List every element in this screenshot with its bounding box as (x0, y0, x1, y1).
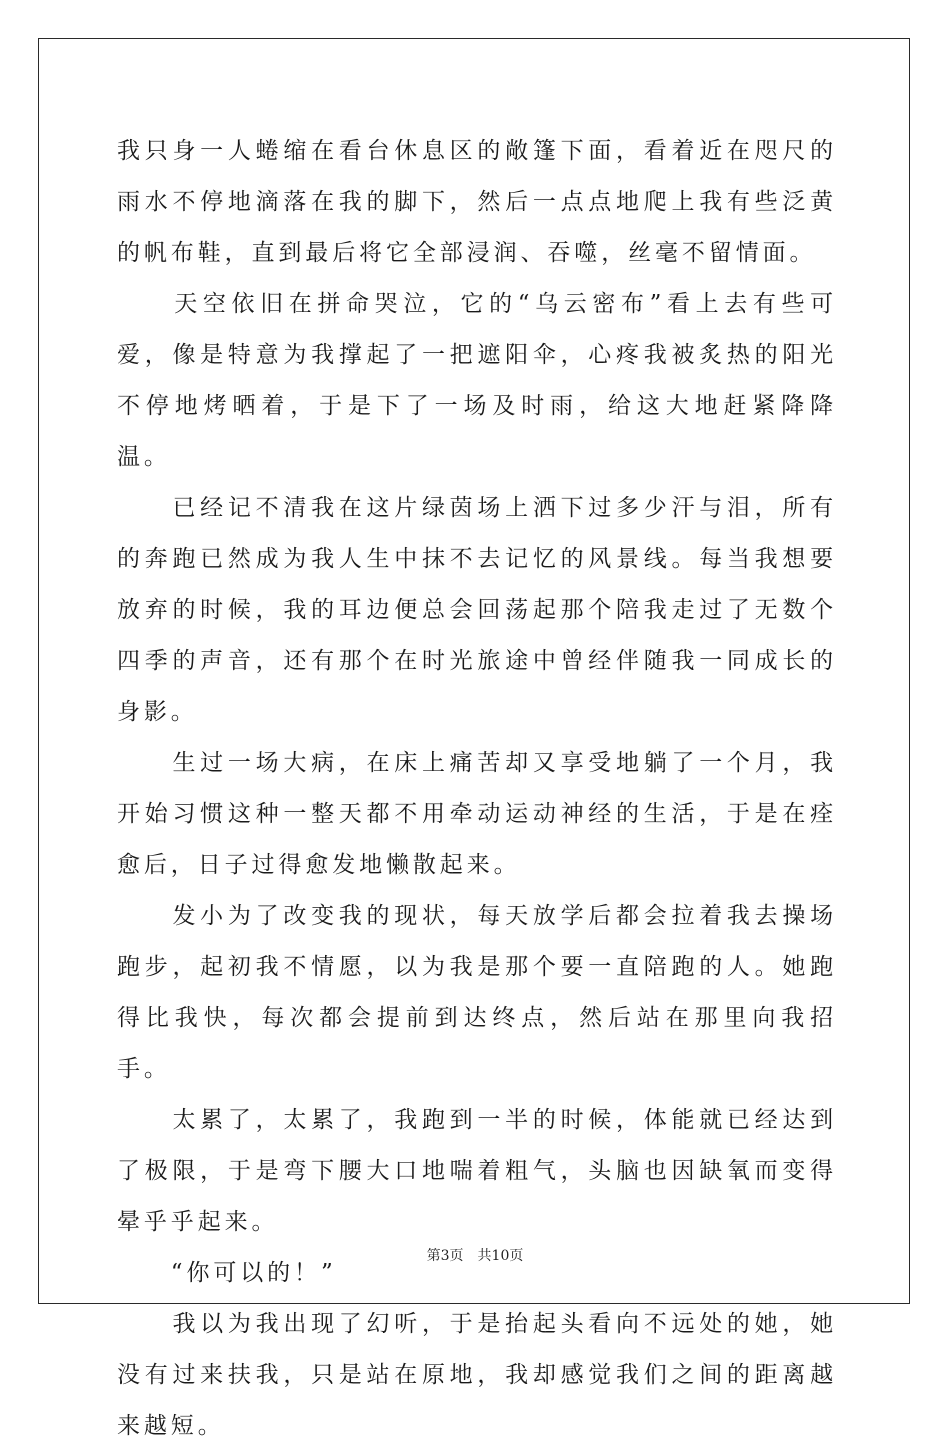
paragraph: 我只身一人蜷缩在看台休息区的敞篷下面，看着近在咫尺的雨水不停地滴落在我的脚下，然后一点点地爬上我有些泛黄的帆布鞋，直到最后将它全部浸润、吞噬，丝毫不留情面。 (117, 138, 837, 266)
paragraph: 我以为我出现了幻听，于是抬起头看向不远处的她，她没有过来扶我，只是站在原地，我却感觉我们之间的距离越来越短。 (117, 1311, 837, 1439)
paragraph: 生过一场大病，在床上痛苦却又享受地躺了一个月，我开始习惯这种一整天都不用牵动运动神经的生活，于是在痊愈后，日子过得愈发地懒散起来。 (117, 750, 837, 878)
paragraph: 发小为了改变我的现状，每天放学后都会拉着我去操场跑步，起初我不情愿，以为我是那个要一直陪跑的人。她跑得比我快，每次都会提前到达终点，然后站在那里向我招手。 (117, 903, 837, 1082)
paragraph: “你可以的！” (117, 1260, 337, 1286)
page-number: 第3页 共10页 (426, 1248, 524, 1264)
paragraph: 已经记不清我在这片绿茵场上洒下过多少汗与泪，所有的奔跑已然成为我人生中抹不去记忆的风景线。每当我想要放弃的时候，我的耳边便总会回荡起那个陪我走过了无数个四季的声音，还有那个在时光旅途中曾经伴随我一同成长的身影。 (117, 495, 837, 725)
paragraph: 太累了，太累了，我跑到一半的时候，体能就已经达到了极限，于是弯下腰大口地喘着粗气，头脑也因缺氧而变得晕乎乎起来。 (117, 1107, 837, 1235)
paragraph: 天空依旧在拼命哭泣，它的“乌云密布”看上去有些可爱，像是特意为我撑起了一把遮阳伞，心疼我被炙热的阳光不停地烤晒着，于是下了一场及时雨，给这大地赶紧降降温。 (117, 291, 837, 470)
